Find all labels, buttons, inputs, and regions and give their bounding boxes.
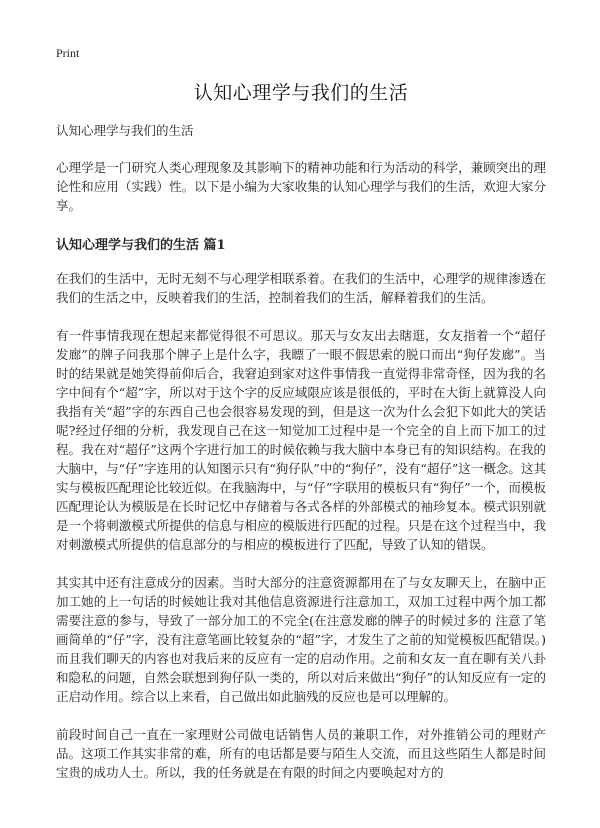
intro-paragraph: 心理学是一门研究人类心理现象及其影响下的精神功能和行为活动的科学，兼顾突出的理论性和应用（实践）性。以下是小编为大家收集的认知心理学与我们的生活，欢迎大家分享。 [56,160,546,213]
paragraph-1: 在我们的生活中，无时无刻不与心理学相联系着。在我们的生活中，心理学的规律渗透在我们的生活之中，反映着我们的生活，控制着我们的生活，解释着我们的生活。 [56,271,546,305]
document-subtitle: 认知心理学与我们的生活 [56,123,194,138]
section-heading: 认知心理学与我们的生活 篇1 [56,238,226,253]
paragraph-3: 其实其中还有注意成分的因素。当时大部分的注意资源都用在了与女友聊天上，在脑中正加工她的上一句话的时候她让我对其他信息资源进行注意加工，双加工过程中两个加工都需要注意的参与，导致了一部分加工的不完全(在注意发廊的牌子的时候过多的 注意了笔画简单的“仔”字，没有注意笔画比较复杂的“超”字，才发生了之前的知觉模板匹配错误。)而且我们聊天的内容也对我后来的反应有一定的启动作用。之前和女友一直在聊有关八卦和隐私的问题，自然会联想到狗仔队一类的，所以对后来做出“狗仔”的认知反应有一定的正启动作用。综合以上来看，自己做出如此脑残的反应也是可以理解的。 [56,575,546,704]
print-link[interactable]: Print [56,46,80,60]
paragraph-2: 有一件事情我现在想起来都觉得很不可思议。那天与女友出去瞎逛，女友指着一个“超仔发廊”的牌子问我那个牌子上是什么字，我瞟了一眼不假思索的脱口而出“狗仔发廊”。当时的结果就是她笑得前仰后合，我窘迫到家对这件事情我一直觉得非常奇怪，因为我的名字中间有个“超”字，所以对于这个字的反应域限应该是很低的，平时在大街上就算没人向我指有关“超”字的东西自己也会很容易发现的到，但是这一次为什么会犯下如此大的笑话呢?经过仔细的分析，我发现自己在这一知觉加工过程中是一个完全的自上而下加工的过程。我在对“超仔”这两个字进行加工的时候依赖与我大脑中本身已有的知识结构。在我的大脑中，与“仔”字连用的认知图示只有“狗仔队”中的“狗仔”，没有“超仔”这一概念。这其实与模板匹配理论比较近似。在我脑海中，与“仔”字联用的模板只有“狗仔”一个，而模板匹配理论认为模版是在长时记忆中存储着与各式各样的外部模式的袖珍复本。模式识别就是一个将刺激模式所提供的信息与相应的模版进行匹配的过程。只是在这个过程当中，我对刺激模式所提供的信息部分的与相应的模板进行了匹配，导致了认知的错误。 [56,328,546,552]
paragraph-4: 前段时间自己一直在一家理财公司做电话销售人员的兼职工作，对外推销公司的理财产品。这项工作其实非常的难，所有的电话都是要与陌生人交流，而且这些陌生人都是时间宝贵的成功人士。所以，我的任务就是在有限的时间之内要唤起对方的 [56,727,546,780]
page-title: 认知心理学与我们的生活 [193,82,409,104]
document-body [56,78,546,801]
